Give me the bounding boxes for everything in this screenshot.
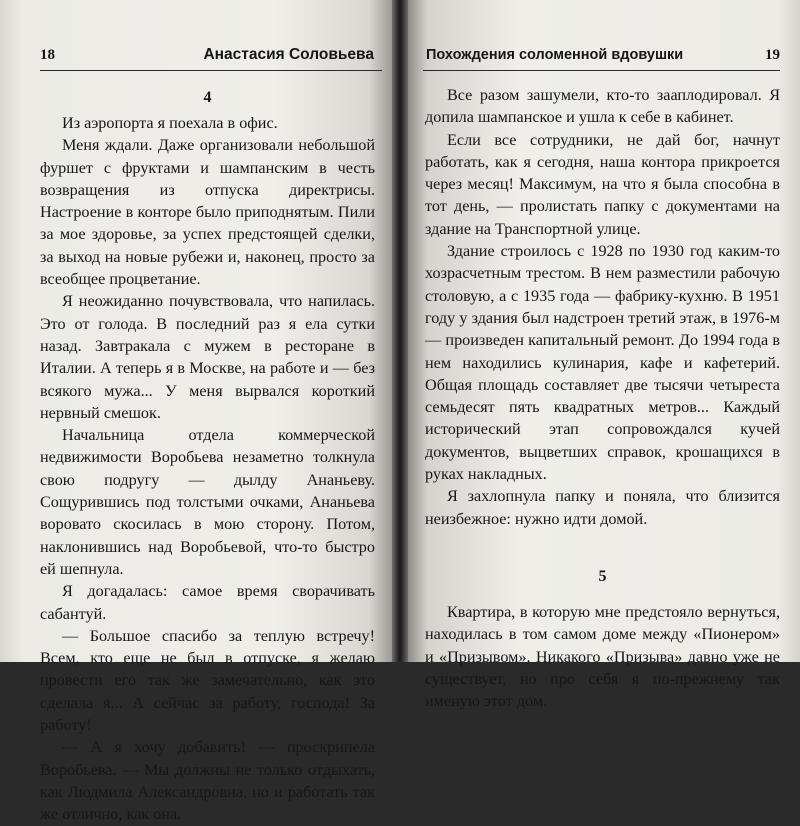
chapter-number: 4 bbox=[203, 89, 212, 106]
paragraph: Все разом зашумели, кто-то зааплодировал. Я допила шампанское и ушла к себе в кабинет. bbox=[425, 86, 780, 127]
paragraph: Здание строилось с 1928 по 1930 год каким-то хозрасчетным трестом. В нем разместили рабочую столовую, а с 1935 года — фабрику-кухню. В 1951 году у здания был надстроен третий этаж, в 1976-м — произведен капитальный ремонт. До 1994 года в нем находились кулинария, кафе и кафетерий. Общая площадь составляет две тысячи четыреста семьдесят пять квадратных метров... Каждый исторический этап сопровождался кучей документов, выцветших справок, крошащихся в руках накладных. bbox=[425, 242, 780, 484]
paragraph: Квартира, в которую мне предстояло вернуться, находилась в том самом доме между «Пионером» и «Призывом». Никакого «Призыва» давно уже не существует, но про себя я по-прежнему так именую этот дом. bbox=[425, 602, 780, 711]
paragraph: Меня ждали. Даже организовали небольшой фуршет с фруктами и шампанским в честь возвращения из отпуска директрисы. Настроение в конторе было приподнятым. Пили за мое здоровье, за успех предстоящей сделки, за выход на новые рубежи и, наконец, просто за всеобщее процветание. bbox=[40, 136, 375, 289]
paragraph: Я захлопнула папку и поняла, что близится неизбежное: нужно идти домой. bbox=[425, 487, 780, 528]
section-gap bbox=[425, 591, 780, 601]
chapter-number: 5 bbox=[598, 567, 607, 585]
section-gap bbox=[425, 530, 780, 563]
left-page bbox=[0, 0, 392, 824]
right-page-body bbox=[425, 84, 780, 712]
left-running-head-author: Анастасия Соловьева bbox=[203, 46, 374, 63]
left-page-body bbox=[40, 84, 375, 826]
book-gutter bbox=[392, 0, 408, 662]
paragraph: Я догадалась: самое время сворачивать сабантуй. bbox=[40, 582, 375, 623]
paragraph: — А я хочу добавить! — проскрипела Воробьева. — Мы должны не только отдыхать, как Людмила Александровна, но и работать так же отлично, как она. bbox=[40, 738, 375, 824]
left-page-number: 18 bbox=[40, 47, 55, 63]
paragraph: Я неожиданно почувствовала, что напилась. Это от голода. В последний раз я ела сутки назад. Завтракала с мужем в ресторане в Италии. А теперь я в Москве, на работе и — без всякого мужа... У меня вырвался короткий нервный смешок. bbox=[40, 292, 375, 422]
right-page bbox=[408, 0, 800, 711]
right-running-header bbox=[423, 40, 780, 71]
paragraph: Начальница отдела коммерческой недвижимости Воробьева незаметно толкнула свою подругу — дылду Ананьеву. Сощурившись под толстыми очками, Ананьева воровато скосилась в мою сторону. Потом, наклонившись над Воробьевой, что-то быстро ей шепнула. bbox=[40, 426, 375, 578]
paragraph: Если все сотрудники, не дай бог, начнут работать, как я сегодня, наша контора прикроется через месяц! Максимум, на что я была способна в тот день, — пролистать папку с документами на здание на Транспортной улице. bbox=[425, 130, 780, 238]
paragraph: — Большое спасибо за теплую встречу! Всем, кто еще не был в отпуске, я желаю провести его так же замечательно, как это сделала я... А сейчас за работу, господа! За работу! bbox=[40, 626, 375, 735]
left-running-header bbox=[40, 40, 382, 71]
paragraph: Из аэропорта я поехала в офис. bbox=[62, 114, 278, 132]
right-running-head-title: Похождения соломенной вдовушки bbox=[426, 47, 684, 63]
right-page-number: 19 bbox=[765, 47, 780, 63]
